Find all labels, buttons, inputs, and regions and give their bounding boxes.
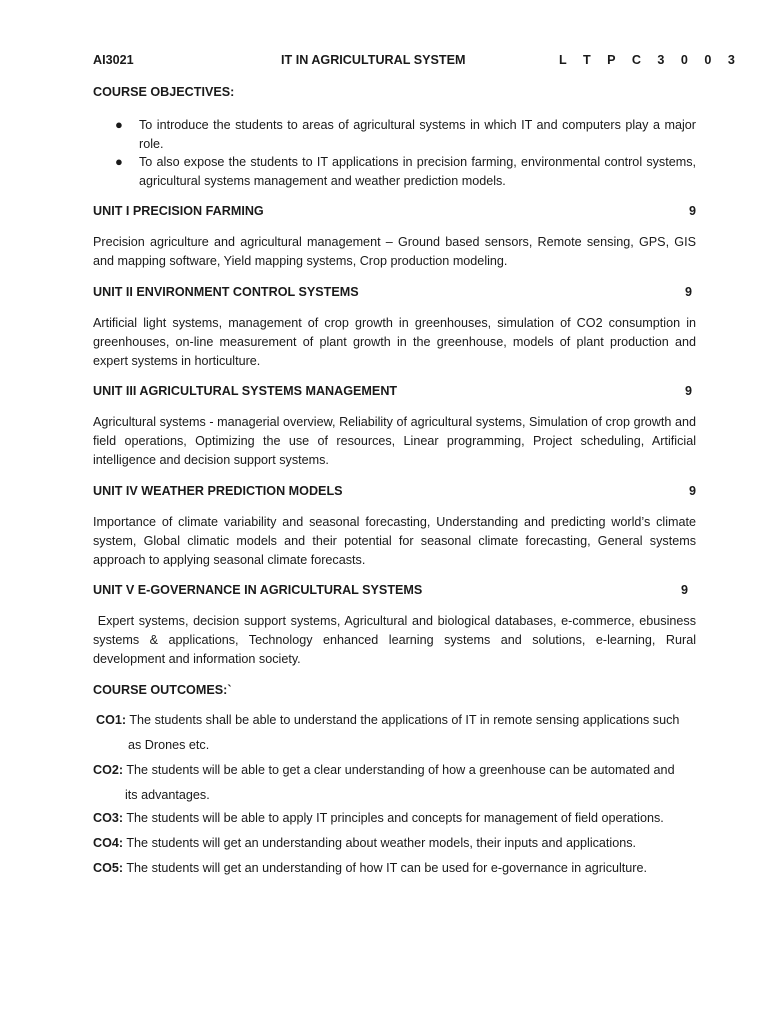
- bullet-icon: ●: [115, 154, 123, 169]
- unit-2-heading-row: [93, 285, 696, 303]
- unit-1-content: Precision agriculture and agricultural management – Ground based sensors, Remote sensing, GPS, GIS and mapping software, Yield mapping systems, Crop production modeling.: [93, 235, 696, 268]
- outcome-label: CO5:: [93, 861, 124, 875]
- outcome-text-cont: as Drones etc.: [128, 737, 210, 752]
- outcome-text: The students will get an understanding about weather models, their inputs and applications.: [123, 836, 637, 850]
- bullet-icon: ●: [115, 117, 123, 132]
- unit-hours: 9: [685, 285, 693, 299]
- unit-4-heading-row: [93, 484, 696, 502]
- unit-heading: UNIT II ENVIRONMENT CONTROL SYSTEMS: [93, 285, 359, 299]
- outcomes-heading: COURSE OUTCOMES:`: [93, 683, 232, 697]
- outcome-text-cont: its advantages.: [125, 787, 210, 802]
- outcome-co4: [93, 831, 696, 856]
- outcome-text: The students will be able to apply IT principles and concepts for management of field operations.: [123, 811, 664, 825]
- outcome-co1: [96, 708, 696, 757]
- course-header: [93, 53, 742, 71]
- outcome-text: The students shall be able to understand the applications of IT in remote sensing applications such: [126, 713, 680, 727]
- unit-5-heading-row: [93, 583, 696, 601]
- outcome-co2: [93, 758, 696, 807]
- unit-heading: UNIT III AGRICULTURAL SYSTEMS MANAGEMENT: [93, 384, 398, 398]
- ltpc-credits: L T P C 3 0 0 3: [559, 53, 742, 67]
- list-item: ● To introduce the students to areas of agricultural systems in which IT and computers play a major role.: [115, 117, 696, 151]
- course-title: IT IN AGRICULTURAL SYSTEM: [281, 53, 466, 67]
- unit-heading: UNIT IV WEATHER PREDICTION MODELS: [93, 484, 343, 498]
- objectives-list: [93, 116, 696, 190]
- unit-3-heading-row: [93, 384, 696, 402]
- outcome-text: The students will be able to get a clear understanding of how a greenhouse can be automated and: [123, 763, 675, 777]
- unit-hours: 9: [689, 204, 697, 218]
- unit-3-content: Agricultural systems - managerial overview, Reliability of agricultural systems, Simulation of crop growth and field operations, Optimizing the use of resources, Linear programming, Project scheduling, Artificial intelligence and decision support systems.: [93, 415, 696, 467]
- unit-2-content: Artificial light systems, management of crop growth in greenhouses, simulation of CO2 consumption in greenhouses, on-line measurement of plant growth in the greenhouse, models of plant production and expert systems in horticulture.: [93, 316, 696, 368]
- outcome-label: CO1:: [96, 713, 127, 727]
- list-item: ● To also expose the students to IT applications in precision farming, environmental control systems, agricultural systems management and weather prediction models.: [115, 154, 696, 188]
- outcome-label: CO4:: [93, 836, 124, 850]
- unit-heading: UNIT V E-GOVERNANCE IN AGRICULTURAL SYSTEMS: [93, 583, 423, 597]
- outcome-co3: [93, 806, 696, 831]
- objectives-heading: COURSE OBJECTIVES:: [93, 85, 235, 99]
- unit-hours: 9: [689, 484, 697, 498]
- outcome-label: CO2:: [93, 763, 124, 777]
- unit-heading: UNIT I PRECISION FARMING: [93, 204, 264, 218]
- unit-5-content: Expert systems, decision support systems, Agricultural and biological databases, e-commerce, ebusiness systems & applications, Technology enhanced learning systems and solutions, e-learning, Rural development and information society.: [93, 614, 700, 666]
- unit-4-content: Importance of climate variability and seasonal forecasting, Understanding and predicting world’s climate system, Global climatic models and their potential for seasonal climate forecasting, General systems approach to applying seasonal climate forecasts.: [93, 515, 696, 567]
- unit-1-heading-row: [93, 204, 696, 222]
- unit-hours: 9: [685, 384, 693, 398]
- unit-hours: 9: [681, 583, 689, 597]
- outcome-text: The students will get an understanding of how IT can be used for e-governance in agriculture.: [123, 861, 647, 875]
- outcome-label: CO3:: [93, 811, 124, 825]
- course-code: AI3021: [93, 53, 134, 67]
- outcome-co5: [93, 856, 696, 881]
